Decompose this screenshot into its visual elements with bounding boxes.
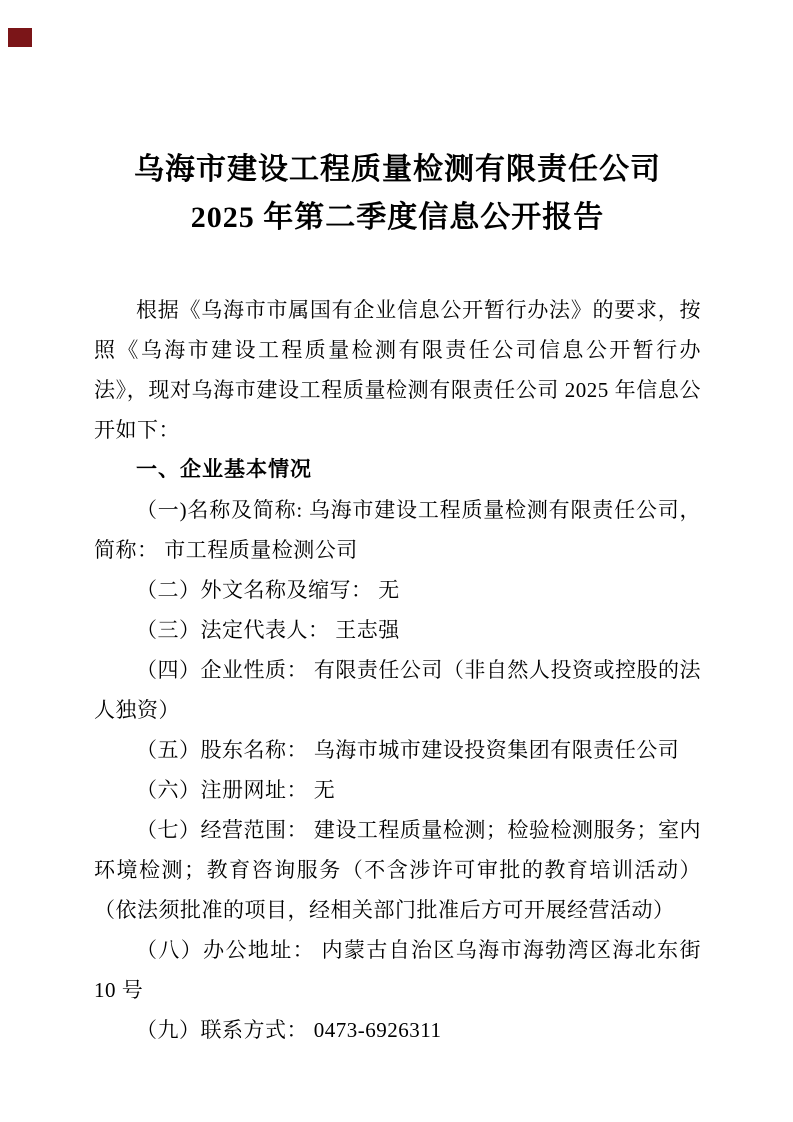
- item-registered-website: （六）注册网址： 无: [136, 778, 336, 802]
- item-office-address: （八）办公地址： 内蒙古自治区乌海市海勃湾区海北东街 10 号: [94, 938, 701, 1002]
- item-shareholder-name: （五）股东名称： 乌海市城市建设投资集团有限责任公司: [136, 738, 680, 762]
- item-foreign-name: （二）外文名称及缩写： 无: [136, 578, 400, 602]
- corner-mark: [8, 28, 32, 47]
- item-contact-info: （九）联系方式： 0473-6926311: [136, 1018, 442, 1042]
- title-line-2: 2025 年第二季度信息公开报告: [190, 201, 605, 234]
- item-name-and-abbreviation: （一)名称及简称: 乌海市建设工程质量检测有限责任公司，简称： 市工程质量检测公司: [94, 498, 701, 562]
- title-line-1: 乌海市建设工程质量检测有限责任公司: [134, 153, 661, 186]
- intro-paragraph: 根据《乌海市市属国有企业信息公开暂行办法》的要求，按照《乌海市建设工程质量检测有限责任公司信息公开暂行办法》，现对乌海市建设工程质量检测有限责任公司 2025 年信息公开如下：: [94, 298, 701, 442]
- item-business-scope: （七）经营范围： 建设工程质量检测；检验检测服务；室内环境检测；教育咨询服务（不含涉许可审批的教育培训活动）（依法须批准的项目，经相关部门批准后方可开展经营活动）: [94, 818, 701, 922]
- item-company-nature: （四）企业性质： 有限责任公司（非自然人投资或控股的法人独资）: [94, 658, 701, 722]
- item-legal-representative: （三）法定代表人： 王志强: [136, 618, 400, 642]
- section-heading-basic-info: 一、企业基本情况: [136, 458, 312, 481]
- document-body: [94, 290, 701, 1050]
- document-title: [94, 146, 701, 242]
